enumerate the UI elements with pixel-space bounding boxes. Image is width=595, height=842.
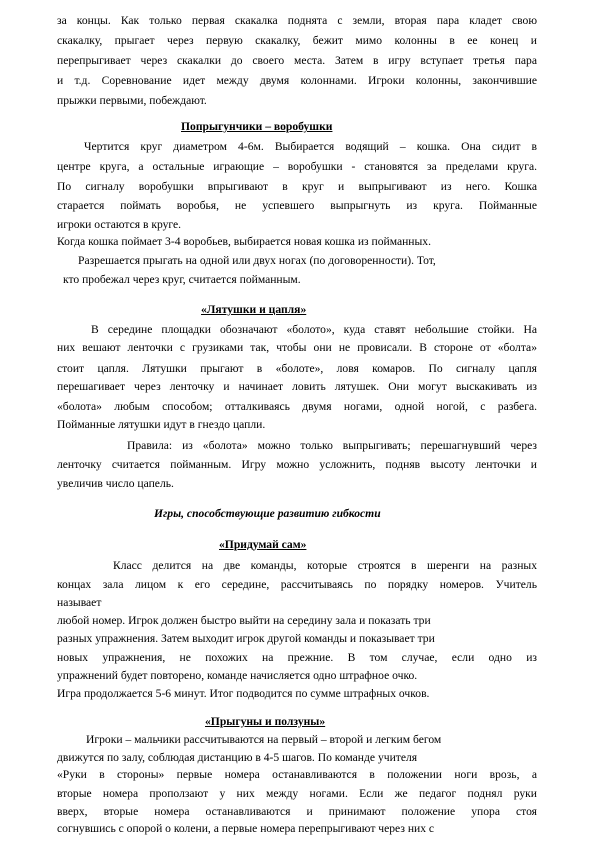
text-line: «болота» любым способом; отталкиваясь двумя ногами, одной ногой, с разбега. <box>57 399 537 413</box>
text-line: «Руки в стороны» первые номера останавливаются в положении ноги врозь, а <box>57 768 537 782</box>
text-line: прыжки первыми, побеждают. <box>57 93 207 107</box>
text-line: По сигналу воробушки впрыгивают в круг и выпрыгивают из него. Кошка <box>57 179 537 193</box>
text-line: центре круга, а остальные играющие – воробушки - становятся за пределами круга. <box>57 159 537 173</box>
text-line: движутся по залу, соблюдая дистанцию в 4-5 шагов. По команде учителя <box>57 751 418 765</box>
section-title: «Лятушки и цапля» <box>201 303 307 317</box>
text-line: за концы. Как только первая скакалка поднята с земли, вторая пара кладет свою <box>57 14 537 27</box>
text-line: Правила: из «болота» можно только выпрыгивать; перешагнувший через <box>127 439 537 453</box>
text-line: перепрыгивает через скакалки до своего места. Затем в игру вступает третья пара <box>57 54 537 68</box>
text-line: разных упражнения. Затем выходит игрок другой команды и показывает три <box>57 632 435 646</box>
text-line: них вешают ленточки с грузиками так, чтобы они не провисали. В стороне от «болта» <box>57 341 537 355</box>
text-line: стоит цапля. Лятушки прыгают в «болоте», ловя комаров. По сигналу цапля <box>57 361 537 375</box>
text-line: старается поймать воробья, не успевшего выпрыгнуть из круга. Пойманные <box>57 198 537 212</box>
section-title: «Прыгуны и ползуны» <box>205 714 326 728</box>
text-line: и т.д. Соревнование идет между двумя колоннами. Игроки колонны, закончившие <box>57 74 537 88</box>
text-line: концах зала лицом к его середине, рассчитываясь по порядку номеров. Учитель <box>57 577 537 591</box>
section-title: Попрыгунчики – воробушки <box>181 120 333 134</box>
text-line: Когда кошка поймает 3-4 воробьев, выбирается новая кошка из пойманных. <box>57 235 431 249</box>
text-line: упражнений будет повторено, команде начисляется одно штрафное очко. <box>57 668 418 682</box>
text-line: Чертится круг диаметром 4-6м. Выбирается водящий – кошка. Она сидит в <box>84 140 537 154</box>
text-line: Пойманные лятушки идут в гнездо цапли. <box>57 418 266 431</box>
text-line: Разрешается прыгать на одной или двух ногах (по договоренности). Тот, <box>78 254 436 268</box>
text-line: Игра продолжается 5-6 минут. Итог подводится по сумме штрафных очков. <box>57 687 430 700</box>
text-line: игроки остаются в круге. <box>57 217 182 231</box>
text-line: В середине площадки обозначают «болото», куда ставят небольшие стойки. На <box>91 323 537 337</box>
text-line: скакалку, прыгает через первую скакалку, бежит мимо колонны в ее конец и <box>57 34 537 48</box>
text-line: называет <box>57 596 102 610</box>
text-line: вторые номера проползают у них между ногами. Если же педагог поднял руки <box>57 786 537 800</box>
text-line: Класс делится на две команды, которые строятся в шеренги на разных <box>113 558 537 572</box>
text-line: кто пробежал через круг, считается пойманным. <box>63 273 301 287</box>
text-line: вверх, вторые номера останавливаются и принимают положение упора стоя <box>57 804 537 818</box>
text-line: Игроки – мальчики рассчитываются на первый – второй и легким бегом <box>86 733 442 746</box>
text-line: новых упражнения, не похожих на прежние. В том случае, если одно из <box>57 650 537 664</box>
text-line: увеличив число цапель. <box>57 477 174 491</box>
text-line: ленточку считается пойманным. Игру можно усложнить, подняв высоту ленточки и <box>57 458 537 472</box>
section-title: «Придумай сам» <box>219 537 307 551</box>
text-line: любой номер. Игрок должен быстро выйти на середину зала и показать три <box>57 614 431 628</box>
text-line: согнувшись с опорой о колени, а первые номера перепрыгивают через них с <box>57 822 435 835</box>
section-heading: Игры, способствующие развитию гибкости <box>154 507 381 520</box>
text-line: перешагивает через ленточку и начинает ловить лятушек. Они могут выскакивать из <box>57 379 537 393</box>
